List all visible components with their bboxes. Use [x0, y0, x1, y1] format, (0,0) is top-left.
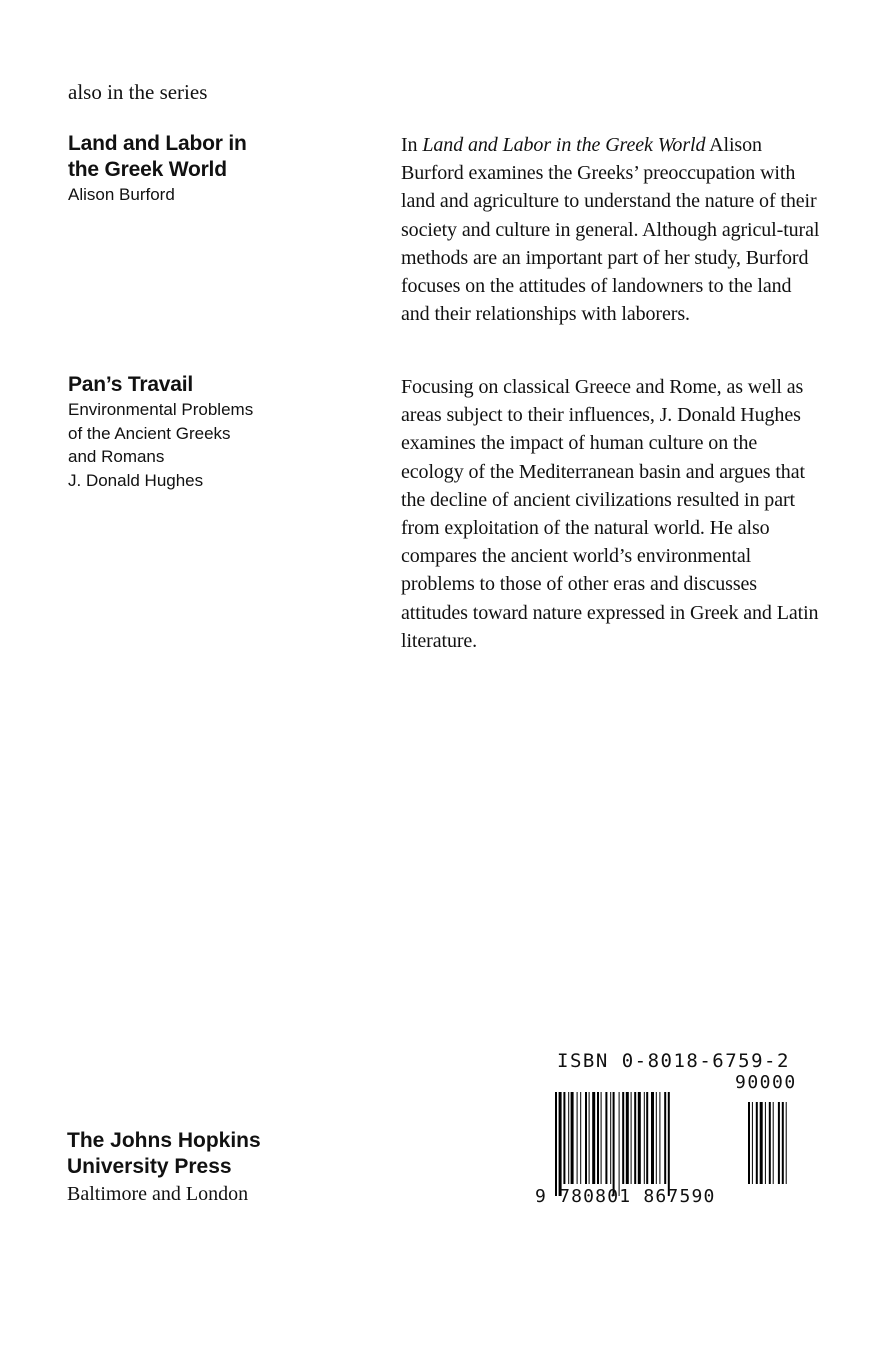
barcode-bar	[563, 1092, 565, 1184]
barcode-bar	[760, 1102, 763, 1184]
book-2-subtitle-line-2: of the Ancient Greeks	[68, 423, 231, 443]
barcode-bar	[773, 1102, 774, 1184]
barcode-bar	[619, 1092, 620, 1196]
barcode-bar	[651, 1092, 654, 1184]
barcode-bar	[786, 1102, 787, 1184]
series-label: also in the series	[68, 80, 208, 104]
barcode-bar	[638, 1092, 641, 1184]
barcode-bar	[555, 1092, 557, 1196]
barcode-bar	[577, 1092, 578, 1184]
barcode-bar	[769, 1102, 771, 1184]
barcode-bar	[668, 1092, 670, 1196]
publisher-name-line-1: The Johns Hopkins	[67, 1129, 261, 1152]
book-2-author: J. Donald Hughes	[68, 470, 204, 490]
barcode-bar	[580, 1092, 581, 1184]
barcode-bar	[568, 1092, 569, 1184]
barcode-bar	[748, 1102, 750, 1184]
barcode-bar	[659, 1092, 660, 1184]
book-2-subtitle-line-3: and Romans	[68, 447, 165, 466]
barcode-bar	[752, 1102, 753, 1184]
barcode-bar	[589, 1092, 590, 1184]
book-1-title	[68, 131, 358, 183]
barcode-bar	[613, 1092, 615, 1196]
barcode-bar	[634, 1092, 636, 1184]
book-2-subtitle-line-1: Environmental Problems	[68, 400, 254, 419]
barcode-bar	[778, 1102, 780, 1184]
publisher-block	[67, 1128, 367, 1208]
barcode-bar	[626, 1092, 629, 1184]
barcode-bar	[571, 1092, 574, 1184]
barcode-bar	[782, 1102, 784, 1184]
book-1-author: Alison Burford	[68, 185, 175, 204]
barcode-bar	[756, 1102, 758, 1184]
barcode-bar	[622, 1092, 624, 1184]
barcode-bar	[605, 1092, 607, 1184]
barcode-bar	[601, 1092, 602, 1184]
barcode-bar	[610, 1092, 611, 1184]
book-2-subtitle	[68, 398, 358, 469]
barcode-bar	[646, 1092, 648, 1184]
book-2-description	[401, 373, 821, 655]
book-1-desc-part-2: Land and Labor in the Greek World	[422, 134, 706, 156]
barcode-bar	[597, 1092, 599, 1184]
book-1-desc-part-1: In	[401, 134, 423, 156]
barcode-ean-digits: 9 780801 867590	[535, 1186, 716, 1207]
isbn-text: ISBN 0-8018-6759-2	[557, 1050, 790, 1072]
publisher-name-line-2: University Press	[67, 1155, 232, 1178]
book-1-info	[68, 131, 358, 207]
book-1-title-line-1: Land and Labor in	[68, 132, 247, 155]
book-1-desc-part-3: Alison Burford examines the Greeks’ preoccupation with land and agriculture to understand the nature of their society and culture in general. Although agricul-tural methods are an important part of her study, Burford focuses on the attitudes of landowners to the land and their relationships with laborers.	[401, 134, 820, 326]
book-1-description	[401, 131, 821, 328]
publisher-city: Baltimore and London	[67, 1183, 249, 1205]
barcode-bar	[585, 1092, 587, 1184]
book-2-info	[68, 372, 358, 492]
barcode-addon-digits: 90000	[735, 1072, 797, 1093]
book-2-desc-part-1: Focusing on classical Greece and Rome, as well as areas subject to their influences, J. Donald Hughes examines the impact of human culture on the ecology of the Mediterranean basin and argues that the decline of ancient civilizations resulted in part from exploitation of the natural world. He also compares the ancient world’s environmental problems to those of other eras and discusses attitudes toward nature expressed in Greek and Latin literature.	[401, 376, 819, 652]
barcode-bar	[592, 1092, 595, 1184]
barcode-bar	[559, 1092, 562, 1196]
barcode-bar	[631, 1092, 632, 1184]
barcode-bar	[765, 1102, 766, 1184]
book-1-title-line-2: the Greek World	[68, 158, 227, 181]
publisher-name	[67, 1128, 367, 1180]
barcode-bar	[656, 1092, 657, 1184]
isbn-barcode	[535, 1050, 815, 1210]
barcode-bar	[664, 1092, 666, 1184]
book-2-title: Pan’s Travail	[68, 373, 194, 396]
barcode-bar	[644, 1092, 645, 1184]
